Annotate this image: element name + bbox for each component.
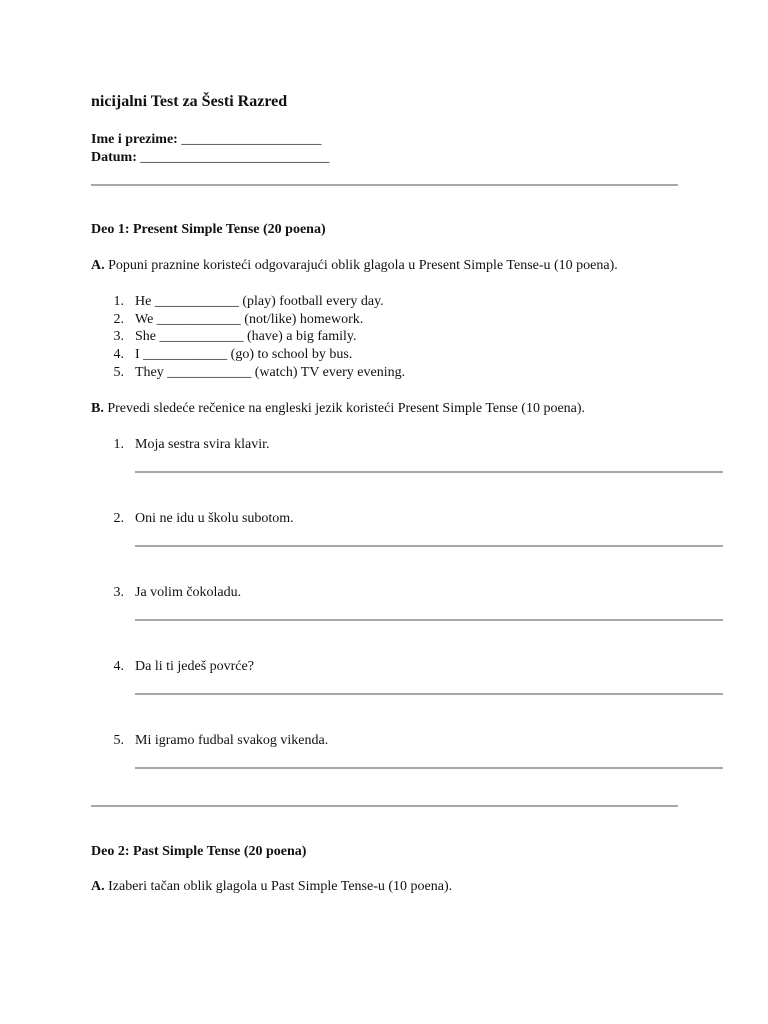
item-number: 3. (113, 585, 124, 600)
page-title: nicijalni Test za Šesti Razred (91, 93, 288, 110)
part1-b-letter: B. (91, 401, 104, 416)
item-text: Oni ne idu u školu subotom. (135, 511, 294, 526)
answer-line[interactable] (135, 619, 723, 621)
divider (91, 805, 678, 807)
item-number: 1. (113, 294, 124, 309)
item-number: 1. (113, 437, 124, 452)
answer-line[interactable] (135, 693, 723, 695)
name-field (91, 132, 321, 148)
item-number: 2. (113, 511, 124, 526)
item-text: They ____________ (watch) TV every evening. (135, 365, 406, 380)
part2-a-text: Izaberi tačan oblik glagola u Past Simple Tense-u (10 poena). (108, 879, 453, 894)
part2-a-letter: A. (91, 879, 105, 894)
item-text: She ____________ (have) a big family. (135, 329, 357, 344)
name-field-label: Ime i prezime: (91, 132, 178, 147)
name-field-blank: ____________________ (181, 132, 322, 147)
part1-a-text: Popuni praznine koristeći odgovarajući oblik glagola u Present Simple Tense-u (10 poena). (108, 258, 618, 273)
answer-line[interactable] (135, 471, 723, 473)
date-field-label: Datum: (91, 150, 137, 165)
part1-heading: Deo 1: Present Simple Tense (20 poena) (91, 222, 326, 237)
item-number: 2. (113, 312, 124, 327)
item-text: We ____________ (not/like) homework. (135, 312, 364, 327)
item-text: Moja sestra svira klavir. (135, 437, 270, 452)
date-field (91, 150, 329, 166)
item-number: 4. (113, 659, 124, 674)
item-text: Da li ti jedeš povrće? (135, 659, 254, 674)
answer-line[interactable] (135, 545, 723, 547)
item-number: 4. (113, 347, 124, 362)
item-number: 3. (113, 329, 124, 344)
part1-b-text: Prevedi sledeće rečenice na engleski jezik koristeći Present Simple Tense (10 poena). (107, 401, 586, 416)
date-field-blank: ___________________________ (140, 150, 330, 165)
item-text: Mi igramo fudbal svakog vikenda. (135, 733, 329, 748)
part1-a-letter: A. (91, 258, 105, 273)
part1-a-instruction (91, 258, 618, 274)
item-text: He ____________ (play) football every day. (135, 294, 384, 309)
item-number: 5. (113, 365, 124, 380)
part2-a-instruction (91, 879, 452, 895)
item-number: 5. (113, 733, 124, 748)
part1-b-instruction (91, 401, 585, 417)
divider (91, 184, 678, 186)
item-text: Ja volim čokoladu. (135, 585, 242, 600)
item-text: I ____________ (go) to school by bus. (135, 347, 353, 362)
answer-line[interactable] (135, 767, 723, 769)
part2-heading: Deo 2: Past Simple Tense (20 poena) (91, 844, 307, 859)
